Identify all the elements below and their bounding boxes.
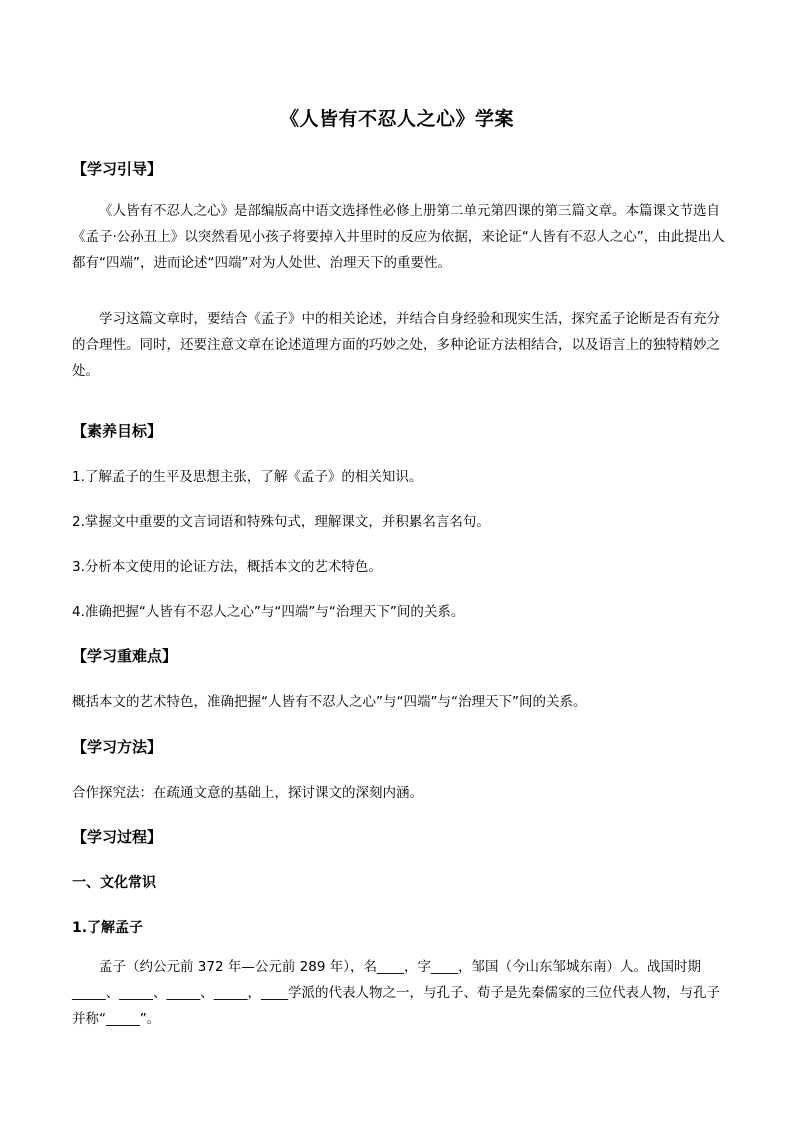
goal-item-1: 1.了解孟子的生平及思想主张，了解《孟子》的相关知识。	[72, 469, 423, 485]
section-heading-goals: 【素养目标】	[72, 422, 163, 440]
goal-item-4: 4.准确把握“人皆有不忍人之心”与“四端”与“治理天下”间的关系。	[72, 604, 465, 620]
guide-paragraph-2: 学习这篇文章时，要结合《孟子》中的相关论述，并结合自身经验和现实生活，探究孟子论断是否有充分的合理性。同时，还要注意文章在论述道理方面的巧妙之处，多种论证方法相结合，以及语言上的独特精妙之处。	[72, 311, 720, 379]
document-title: 《人皆有不忍人之心》学案	[279, 108, 514, 130]
process-part-culture: 一、文化常识	[72, 875, 156, 891]
method-text: 合作探究法：在疏通文意的基础上，探讨课文的深刻内涵。	[72, 785, 423, 801]
guide-paragraph-1: 《人皆有不忍人之心》是部编版高中语文选择性必修上册第二单元第四课的第三篇文章。本篇课文节选自《孟子·公孙丑上》以突然看见小孩子将要掉入井里时的反应为依据，来论证“人皆有不忍人之心”，由此提出人都有“四端”，进而论述“四端”对为人处世、治理天下的重要性。	[72, 203, 725, 271]
key-points-text: 概括本文的艺术特色，准确把握“人皆有不忍人之心”与“四端”与“治理天下”间的关系。	[72, 694, 587, 710]
section-heading-key-points: 【学习重难点】	[72, 647, 178, 665]
goal-item-3: 3.分析本文使用的论证方法，概括本文的艺术特色。	[72, 559, 382, 575]
mencius-fill-in-paragraph: 孟子（约公元前 372 年—公元前 289 年），名____，字____，邹国（今山东邹城东南）人。战国时期_____、_____、_____、_____，____学派的代表人物之一，与孔子、荀子是先秦儒家的三位代表人物，与孔子并称“_____”。	[72, 959, 720, 1027]
section-heading-method: 【学习方法】	[72, 738, 163, 756]
goal-item-2: 2.掌握文中重要的文言词语和特殊句式，理解课文，并积累名言名句。	[72, 514, 490, 530]
section-heading-guide: 【学习引导】	[72, 160, 163, 178]
process-sub-mencius: 1.了解孟子	[72, 920, 144, 936]
section-heading-process: 【学习过程】	[72, 828, 163, 846]
